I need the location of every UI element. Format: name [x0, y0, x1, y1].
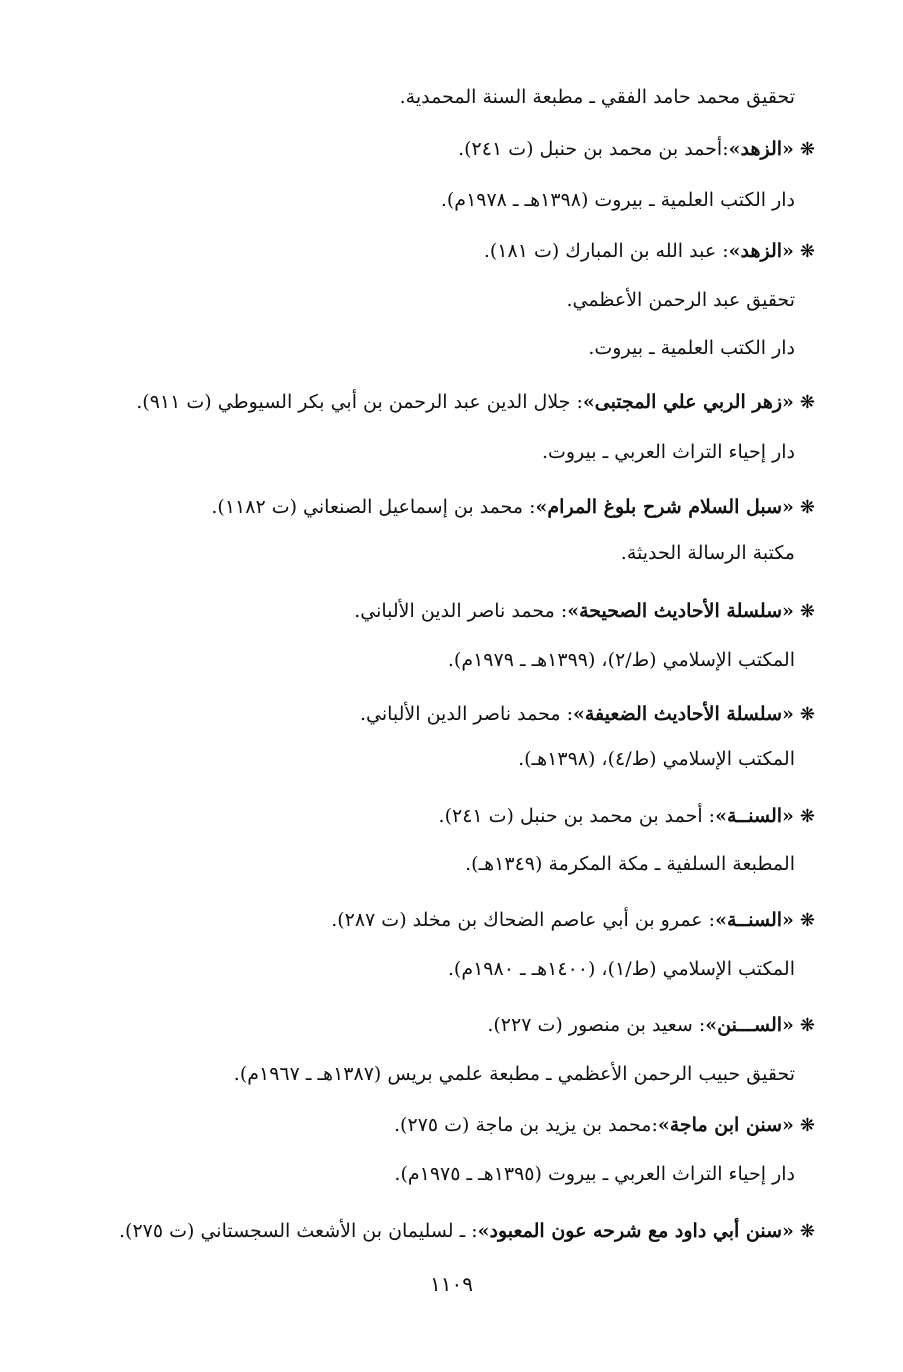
asterisk-icon: ❋ [799, 497, 815, 518]
asterisk-icon: ❋ [799, 1015, 815, 1036]
book-title: «السنــة» [715, 909, 794, 931]
book-title: «زهر الربي علي المجتبى» [582, 391, 794, 413]
asterisk-icon: ❋ [799, 910, 815, 931]
reference-entry [0, 801, 903, 831]
author-info: : أحمد بن محمد بن حنبل (ت ٢٤١). [438, 805, 716, 827]
reference-detail-line [0, 1159, 903, 1189]
detail-text: تحقيق محمد حامد الفقي ـ مطبعة السنة المحمدية. [399, 86, 795, 108]
reference-detail-line [0, 82, 903, 112]
detail-text: تحقيق عبد الرحمن الأعظمي. [566, 289, 795, 311]
reference-entry [0, 699, 903, 729]
detail-text: المطبعة السلفية ـ مكة المكرمة (١٣٤٩هـ). [465, 853, 795, 875]
detail-text: تحقيق حبيب الرحمن الأعظمي ـ مطبعة علمي بريس (١٣٨٧هـ ـ ١٩٦٧م). [233, 1063, 795, 1085]
asterisk-icon: ❋ [799, 1115, 815, 1136]
reference-detail-line [0, 185, 903, 215]
book-title: «سنن أبي داود مع شرحه عون المعبود» [477, 1220, 794, 1242]
asterisk-icon: ❋ [799, 601, 815, 622]
author-info: : محمد ناصر الدين الألباني. [354, 600, 568, 622]
detail-text: دار إحياء التراث العربي ـ بيروت (١٣٩٥هـ ـ ١٩٧٥م). [394, 1163, 795, 1185]
reference-detail-line [0, 954, 903, 984]
reference-entry [0, 1110, 903, 1140]
author-info: :أحمد بن محمد بن حنبل (ت ٢٤١). [458, 138, 729, 160]
detail-text: دار الكتب العلمية ـ بيروت. [588, 337, 795, 359]
reference-detail-line [0, 1059, 903, 1089]
reference-detail-line [0, 645, 903, 675]
author-info: : ـ لسليمان بن الأشعث السجستاني (ت ٢٧٥). [119, 1220, 478, 1242]
book-title: «السنــة» [715, 805, 794, 827]
reference-entry [0, 596, 903, 626]
reference-entry [0, 1010, 903, 1040]
reference-detail-line [0, 285, 903, 315]
book-title: «سلسلة الأحاديث الصحيحة» [567, 600, 794, 622]
asterisk-icon: ❋ [799, 392, 815, 413]
detail-text: المكتب الإسلامي (ط/٢)، (١٣٩٩هـ ـ ١٩٧٩م). [447, 649, 795, 671]
author-info: : محمد بن إسماعيل الصنعاني (ت ١١٨٢). [211, 496, 536, 518]
detail-text: دار الكتب العلمية ـ بيروت (١٣٩٨هـ ـ ١٩٧٨م). [440, 189, 795, 211]
page-number: ١١٠٩ [430, 1272, 473, 1296]
book-title: «سلسلة الأحاديث الضعيفة» [572, 703, 794, 725]
detail-text: المكتب الإسلامي (ط/٤)، (١٣٩٨هـ). [518, 748, 795, 770]
book-title: «الزهد» [728, 240, 794, 262]
reference-entry [0, 134, 903, 164]
reference-detail-line [0, 849, 903, 879]
reference-detail-line [0, 538, 903, 568]
author-info: : عمرو بن أبي عاصم الضحاك بن مخلد (ت ٢٨٧). [331, 909, 716, 931]
detail-text: المكتب الإسلامي (ط/١)، (١٤٠٠هـ ـ ١٩٨٠م). [447, 958, 795, 980]
book-title: «سبل السلام شرح بلوغ المرام» [535, 496, 794, 518]
author-info: : عبد الله بن المبارك (ت ١٨١). [483, 240, 729, 262]
author-info: : سعيد بن منصور (ت ٢٢٧). [487, 1014, 706, 1036]
reference-entry [0, 905, 903, 935]
book-title: «الســـنن» [705, 1014, 794, 1036]
author-info: : جلال الدين عبد الرحمن بن أبي بكر السيوطي (ت ٩١١). [136, 391, 583, 413]
asterisk-icon: ❋ [799, 139, 815, 160]
reference-entry [0, 492, 903, 522]
reference-entry [0, 1216, 903, 1246]
asterisk-icon: ❋ [799, 704, 815, 725]
asterisk-icon: ❋ [799, 806, 815, 827]
book-title: «سنن ابن ماجة» [657, 1114, 794, 1136]
detail-text: دار إحياء التراث العربي ـ بيروت. [541, 441, 795, 463]
detail-text: مكتبة الرسالة الحديثة. [620, 542, 795, 564]
reference-entry [0, 236, 903, 266]
asterisk-icon: ❋ [799, 1221, 815, 1242]
reference-detail-line [0, 437, 903, 467]
reference-detail-line [0, 744, 903, 774]
reference-detail-line [0, 333, 903, 363]
author-info: :محمد بن يزيد بن ماجة (ت ٢٧٥). [394, 1114, 658, 1136]
book-title: «الزهد» [728, 138, 794, 160]
reference-entry [0, 387, 903, 417]
author-info: : محمد ناصر الدين الألباني. [359, 703, 573, 725]
asterisk-icon: ❋ [799, 241, 815, 262]
